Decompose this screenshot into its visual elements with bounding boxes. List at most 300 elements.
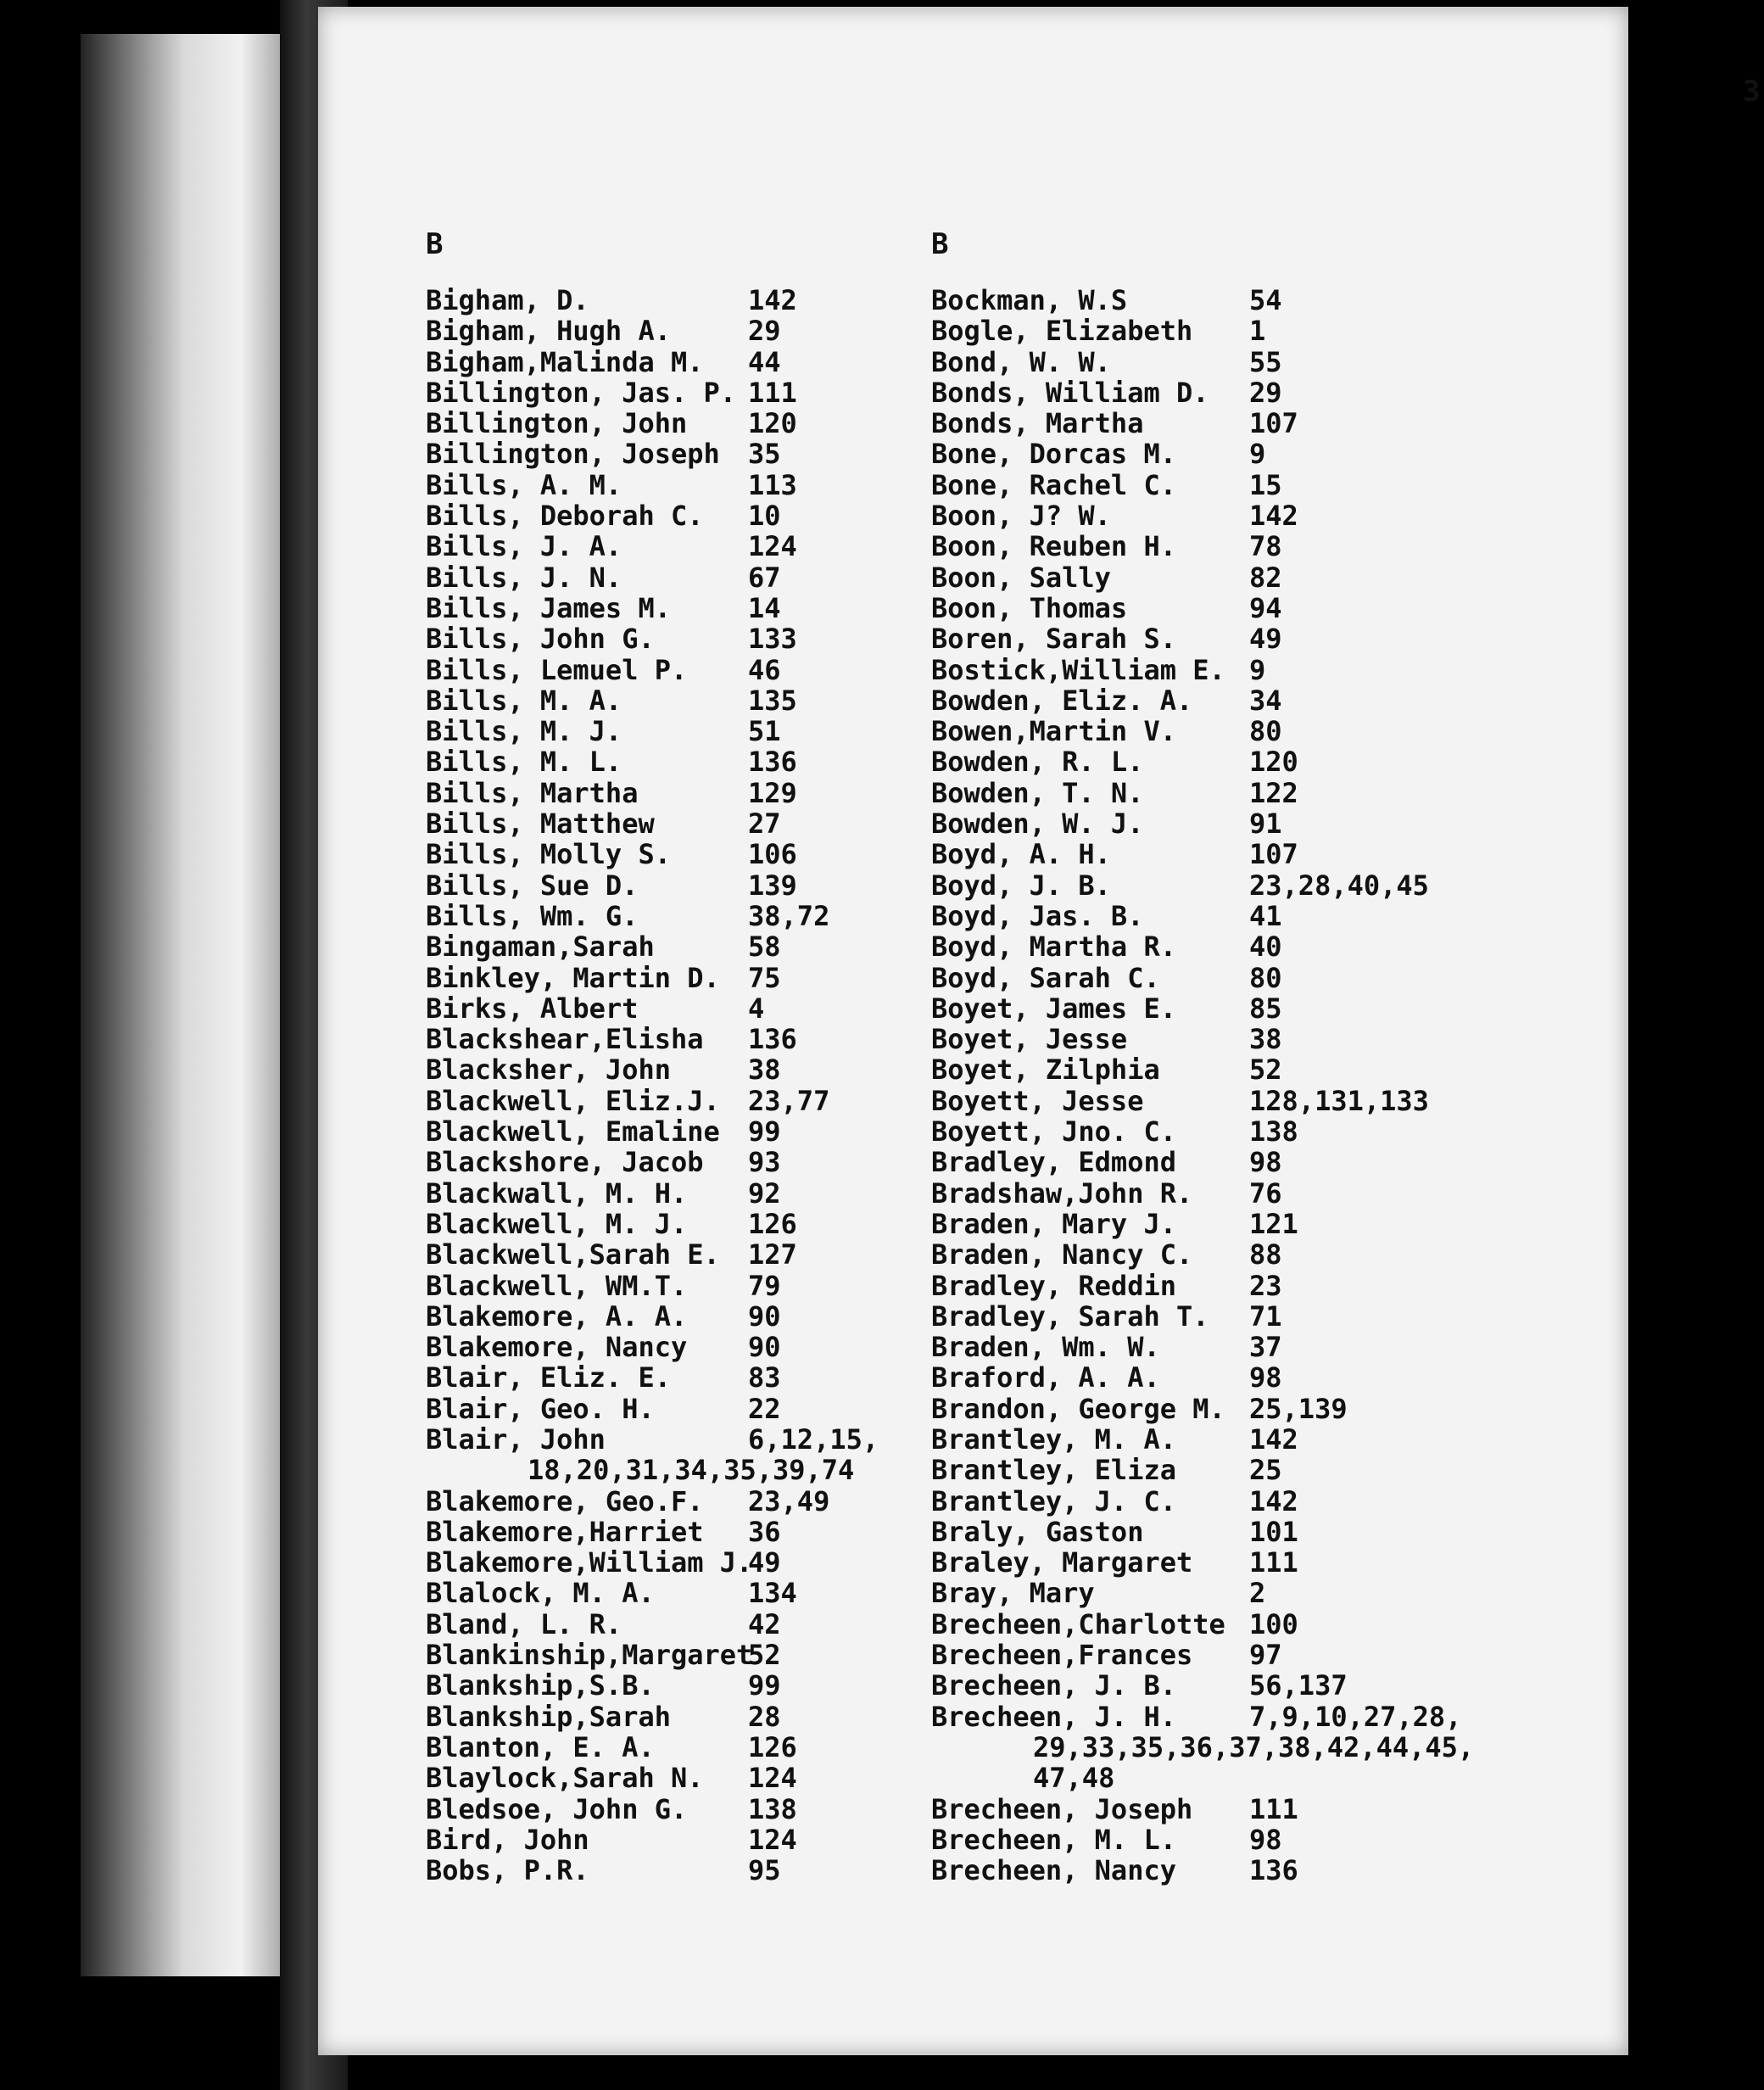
index-entry — [931, 438, 1491, 471]
entry-name: Bills, A. M. — [426, 468, 622, 501]
index-entry — [931, 962, 1491, 992]
entry-name: Blakemore,William J. — [426, 1546, 753, 1579]
entry-name: Binkley, Martin D. — [426, 961, 720, 994]
index-entry — [426, 1516, 985, 1546]
facing-page-bleedthrough — [81, 34, 310, 1976]
entry-page-refs: 128,131,133 — [1249, 1084, 1429, 1117]
entry-name: Boyett, Jno. C. — [931, 1115, 1176, 1148]
entry-page-refs: 40 — [1249, 930, 1282, 964]
index-entry — [426, 992, 985, 1023]
index-entry — [426, 1361, 985, 1392]
entry-page-refs: 138 — [748, 1792, 797, 1825]
right-index-column — [931, 284, 1491, 1885]
entry-name: Bland, L. R. — [426, 1607, 622, 1640]
left-column-letter: B — [426, 227, 444, 261]
entry-name: Braly, Gaston — [931, 1515, 1144, 1548]
index-entry — [931, 562, 1491, 592]
index-entry — [931, 1577, 1491, 1610]
index-entry — [931, 1824, 1491, 1854]
index-entry — [426, 530, 985, 561]
index-entry — [931, 407, 1491, 438]
entry-name: Bond, W. W. — [931, 345, 1111, 378]
index-entry — [426, 1331, 985, 1364]
entry-page-refs: 15 — [1249, 468, 1282, 501]
index-entry — [931, 377, 1491, 407]
entry-page-refs: 139 — [748, 869, 797, 902]
entry-page-refs: 107 — [1249, 838, 1298, 871]
entry-name: Brantley, M. A. — [931, 1422, 1176, 1456]
index-entry — [931, 284, 1491, 315]
entry-name: Bills, J. N. — [426, 561, 622, 594]
entry-name: Blair, John — [426, 1422, 606, 1456]
entry-name: Bowden, Eliz. A. — [931, 684, 1193, 717]
entry-page-refs: 111 — [1249, 1792, 1298, 1825]
index-entry — [426, 438, 985, 471]
entry-name: Bradley, Sarah T. — [931, 1299, 1209, 1333]
entry-page-refs: 97 — [1249, 1639, 1282, 1672]
entry-name: Blanton, E. A. — [426, 1730, 655, 1763]
index-entry — [426, 592, 985, 623]
entry-name: Blackwell,Sarah E. — [426, 1238, 720, 1271]
entry-page-refs: 1 — [1249, 315, 1266, 348]
entry-name: Blacksher, John — [426, 1053, 671, 1087]
entry-page-refs: 142 — [1249, 500, 1298, 533]
entry-name: Brantley, Eliza — [931, 1454, 1176, 1487]
entry-name: Blakemore, Nancy — [426, 1331, 688, 1364]
entry-name: 18,20,31,34,35,39,74 — [528, 1454, 855, 1487]
entry-name: Bills, James M. — [426, 591, 671, 624]
index-entry — [426, 869, 985, 900]
index-entry — [426, 1546, 985, 1577]
index-entry — [931, 1393, 1491, 1423]
entry-page-refs: 83 — [748, 1361, 781, 1394]
index-entry — [426, 746, 985, 779]
entry-page-refs: 38,72 — [748, 899, 830, 932]
entry-name: 47,48 — [1033, 1762, 1115, 1795]
index-entry — [931, 1238, 1491, 1269]
entry-page-refs: 38 — [1249, 1023, 1282, 1056]
entry-page-refs: 90 — [748, 1331, 781, 1364]
index-entry — [426, 1146, 985, 1179]
entry-page-refs: 23,77 — [748, 1084, 830, 1117]
entry-page-refs: 121 — [1249, 1207, 1298, 1240]
index-entry — [931, 623, 1491, 656]
index-entry — [426, 407, 985, 438]
entry-page-refs: 129 — [748, 776, 797, 809]
index-entry — [426, 1577, 985, 1610]
index-entry — [931, 1701, 1491, 1731]
index-entry — [931, 469, 1491, 500]
entry-page-refs: 2 — [1249, 1577, 1266, 1610]
entry-name: Bills, Wm. G. — [426, 899, 639, 932]
entry-page-refs: 75 — [748, 961, 781, 994]
entry-name: Braford, A. A. — [931, 1361, 1160, 1394]
entry-page-refs: 44 — [748, 345, 781, 378]
entry-name: Bostick,William E. — [931, 653, 1225, 686]
index-entry — [426, 685, 985, 715]
entry-name: Boyd, Jas. B. — [931, 899, 1144, 932]
entry-page-refs: 142 — [1249, 1422, 1298, 1456]
index-entry — [426, 1270, 985, 1300]
index-entry — [931, 530, 1491, 561]
entry-page-refs: 124 — [748, 530, 797, 563]
entry-page-refs: 124 — [748, 1762, 797, 1795]
index-entry — [931, 592, 1491, 623]
index-entry — [931, 346, 1491, 377]
index-entry — [426, 1238, 985, 1269]
entry-name: Bills, Martha — [426, 776, 639, 809]
index-entry — [931, 1546, 1491, 1577]
entry-page-refs: 101 — [1249, 1515, 1298, 1548]
index-entry — [426, 1085, 985, 1115]
entry-name: Billington, Jas. P. — [426, 376, 737, 409]
entry-name: Brecheen, Joseph — [931, 1792, 1193, 1825]
entry-name: Bills, J. A. — [426, 530, 622, 563]
index-entry — [426, 654, 985, 685]
entry-name: Blaylock,Sarah N. — [426, 1762, 704, 1795]
entry-name: Bigham,Malinda M. — [426, 345, 704, 378]
entry-name: Boyd, A. H. — [931, 838, 1111, 871]
entry-name: Bockman, W.S — [931, 284, 1128, 316]
left-index-column — [426, 284, 985, 1885]
index-entry — [426, 1300, 985, 1331]
entry-page-refs: 4 — [748, 992, 765, 1025]
entry-name: Bills, Matthew — [426, 808, 655, 841]
entry-name: Blakemore,Harriet — [426, 1515, 704, 1548]
index-entry — [931, 1053, 1491, 1087]
entry-page-refs: 49 — [748, 1546, 781, 1579]
entry-page-refs: 58 — [748, 930, 781, 964]
entry-page-refs: 9 — [1249, 438, 1266, 471]
entry-name: Bradley, Reddin — [931, 1269, 1176, 1302]
entry-name: Blalock, M. A. — [426, 1577, 655, 1610]
index-entry — [931, 1854, 1491, 1885]
entry-page-refs: 23,49 — [748, 1484, 830, 1517]
index-entry — [426, 469, 985, 500]
index-entry — [931, 715, 1491, 746]
entry-page-refs: 52 — [748, 1639, 781, 1672]
entry-page-refs: 67 — [748, 561, 781, 594]
entry-page-refs: 120 — [748, 407, 797, 440]
entry-page-refs: 142 — [1249, 1484, 1298, 1517]
entry-page-refs: 9 — [1249, 653, 1266, 686]
index-entry — [426, 962, 985, 992]
entry-page-refs: 82 — [1249, 561, 1282, 594]
entry-page-refs: 71 — [1249, 1299, 1282, 1333]
index-entry — [931, 500, 1491, 533]
entry-page-refs: 25 — [1249, 1454, 1282, 1487]
entry-name: Bonds, William D. — [931, 376, 1209, 409]
index-entry — [931, 1485, 1491, 1516]
index-entry — [426, 1485, 985, 1516]
entry-page-refs: 51 — [748, 715, 781, 748]
index-entry — [931, 1516, 1491, 1546]
entry-page-refs: 107 — [1249, 407, 1298, 440]
entry-name: Bone, Rachel C. — [931, 468, 1176, 501]
index-entry — [931, 685, 1491, 715]
entry-page-refs: 34 — [1249, 684, 1282, 717]
entry-name: Bone, Dorcas M. — [931, 438, 1176, 471]
entry-name: Bowen,Martin V. — [931, 715, 1176, 748]
index-entry — [426, 562, 985, 592]
index-entry — [931, 808, 1491, 841]
entry-page-refs: 126 — [748, 1730, 797, 1763]
entry-page-refs: 99 — [748, 1669, 781, 1702]
entry-page-refs: 100 — [1249, 1607, 1298, 1640]
entry-name: Bobs, P.R. — [426, 1854, 589, 1887]
entry-page-refs: 133 — [748, 623, 797, 656]
entry-name: Boren, Sarah S. — [931, 623, 1176, 656]
entry-page-refs: 136 — [1249, 1854, 1298, 1887]
entry-page-refs: 85 — [1249, 992, 1282, 1025]
index-entry — [426, 1393, 985, 1423]
index-entry — [931, 1085, 1491, 1115]
entry-page-refs: 136 — [748, 746, 797, 779]
entry-name: Boon, Reuben H. — [931, 530, 1176, 563]
entry-page-refs: 37 — [1249, 1331, 1282, 1364]
entry-name: Braden, Mary J. — [931, 1207, 1176, 1240]
entry-page-refs: 90 — [748, 1299, 781, 1333]
entry-name: Brecheen,Frances — [931, 1639, 1193, 1672]
entry-page-refs: 95 — [748, 1854, 781, 1887]
index-entry — [426, 1762, 985, 1795]
entry-page-refs: 135 — [748, 684, 797, 717]
entry-name: Blankship,Sarah — [426, 1700, 671, 1733]
entry-page-refs: 38 — [748, 1053, 781, 1087]
entry-name: Blackshear,Elisha — [426, 1023, 704, 1056]
entry-name: Blackwall, M. H. — [426, 1176, 688, 1210]
entry-page-refs: 113 — [748, 468, 797, 501]
entry-page-refs: 41 — [1249, 899, 1282, 932]
index-entry — [931, 1300, 1491, 1331]
index-entry — [426, 1177, 985, 1208]
index-entry — [931, 1731, 1491, 1762]
entry-page-refs: 93 — [748, 1146, 781, 1179]
entry-name: Blair, Geo. H. — [426, 1392, 655, 1425]
index-entry — [426, 900, 985, 930]
index-entry — [426, 1115, 985, 1146]
index-entry — [426, 1701, 985, 1731]
entry-page-refs: 54 — [1249, 284, 1282, 316]
entry-page-refs: 98 — [1249, 1146, 1282, 1179]
index-entry — [931, 1208, 1491, 1238]
index-entry — [426, 1053, 985, 1087]
entry-page-refs: 120 — [1249, 746, 1298, 779]
entry-name: Bills, Molly S. — [426, 838, 671, 871]
index-entry — [426, 715, 985, 746]
entry-page-refs: 111 — [748, 376, 797, 409]
entry-page-refs: 6,12,15, — [748, 1422, 879, 1456]
entry-page-refs: 10 — [748, 500, 781, 533]
entry-name: Boyet, Zilphia — [931, 1053, 1160, 1087]
index-entry — [426, 1793, 985, 1824]
entry-name: Boyet, Jesse — [931, 1023, 1128, 1056]
entry-name: Bradley, Edmond — [931, 1146, 1176, 1179]
index-entry — [426, 1824, 985, 1854]
entry-page-refs: 29 — [1249, 376, 1282, 409]
index-entry — [426, 284, 985, 315]
index-entry — [426, 346, 985, 377]
entry-page-refs: 88 — [1249, 1238, 1282, 1271]
entry-name: Bills, Sue D. — [426, 869, 639, 902]
index-entry — [426, 1423, 985, 1454]
entry-page-refs: 122 — [1249, 776, 1298, 809]
index-entry — [426, 500, 985, 533]
index-entry — [426, 1023, 985, 1056]
index-entry — [931, 1762, 1491, 1795]
entry-name: Brecheen, J. H. — [931, 1700, 1176, 1733]
entry-page-refs: 36 — [748, 1515, 781, 1548]
entry-name: Brandon, George M. — [931, 1392, 1225, 1425]
entry-page-refs: 138 — [1249, 1115, 1298, 1148]
index-entry — [931, 315, 1491, 348]
index-entry — [426, 315, 985, 348]
entry-page-refs: 79 — [748, 1269, 781, 1302]
entry-page-refs: 7,9,10,27,28, — [1249, 1700, 1462, 1733]
entry-page-refs: 136 — [748, 1023, 797, 1056]
entry-name: Blankinship,Margaret — [426, 1639, 753, 1672]
entry-name: Bowden, R. L. — [931, 746, 1144, 779]
entry-page-refs: 99 — [748, 1115, 781, 1148]
entry-name: Birks, Albert — [426, 992, 639, 1025]
entry-name: Blakemore, Geo.F. — [426, 1484, 704, 1517]
index-entry — [931, 1270, 1491, 1300]
entry-name: Brecheen, J. B. — [931, 1669, 1176, 1702]
entry-name: Blackwell, Eliz.J. — [426, 1084, 720, 1117]
entry-page-refs: 14 — [748, 591, 781, 624]
index-entry — [931, 1454, 1491, 1487]
entry-name: Brantley, J. C. — [931, 1484, 1176, 1517]
index-entry — [426, 777, 985, 808]
entry-page-refs: 92 — [748, 1176, 781, 1210]
index-entry — [931, 1023, 1491, 1056]
page-number: 3 — [1743, 75, 1761, 109]
index-entry — [426, 1639, 985, 1672]
entry-page-refs: 124 — [748, 1823, 797, 1856]
entry-name: Billington, John — [426, 407, 688, 440]
index-entry — [931, 1639, 1491, 1672]
entry-name: Boyd, J. B. — [931, 869, 1111, 902]
entry-name: Boyd, Martha R. — [931, 930, 1176, 964]
index-entry — [426, 930, 985, 964]
index-entry — [931, 1793, 1491, 1824]
entry-name: Bigham, Hugh A. — [426, 315, 671, 348]
entry-page-refs: 23 — [1249, 1269, 1282, 1302]
entry-page-refs: 29 — [748, 315, 781, 348]
index-entry — [426, 1731, 985, 1762]
entry-page-refs: 142 — [748, 284, 797, 316]
index-entry — [931, 1331, 1491, 1364]
entry-page-refs: 35 — [748, 438, 781, 471]
index-entry — [931, 838, 1491, 869]
index-entry — [426, 838, 985, 869]
entry-page-refs: 28 — [748, 1700, 781, 1733]
entry-name: Bills, John G. — [426, 623, 655, 656]
entry-name: Boyett, Jesse — [931, 1084, 1144, 1117]
index-entry — [931, 1361, 1491, 1392]
entry-page-refs: 49 — [1249, 623, 1282, 656]
entry-page-refs: 126 — [748, 1207, 797, 1240]
entry-name: Bills, Deborah C. — [426, 500, 704, 533]
entry-page-refs: 56,137 — [1249, 1669, 1348, 1702]
entry-page-refs: 52 — [1249, 1053, 1282, 1087]
entry-page-refs: 91 — [1249, 808, 1282, 841]
entry-name: Braley, Margaret — [931, 1546, 1193, 1579]
entry-name: Bills, M. A. — [426, 684, 622, 717]
entry-name: Brecheen, Nancy — [931, 1854, 1176, 1887]
entry-name: Bray, Mary — [931, 1577, 1095, 1610]
entry-page-refs: 111 — [1249, 1546, 1298, 1579]
entry-name: Bills, Lemuel P. — [426, 653, 688, 686]
entry-page-refs: 25,139 — [1249, 1392, 1348, 1425]
entry-page-refs: 23,28,40,45 — [1249, 869, 1429, 902]
index-entry — [931, 1115, 1491, 1146]
entry-name: Blackwell, Emaline — [426, 1115, 720, 1148]
index-entry — [426, 1608, 985, 1639]
entry-name: Bowden, W. J. — [931, 808, 1144, 841]
entry-name: Blair, Eliz. E. — [426, 1361, 671, 1394]
entry-page-refs: 98 — [1249, 1361, 1282, 1394]
index-entry — [426, 808, 985, 841]
index-entry — [931, 777, 1491, 808]
entry-name: Braden, Nancy C. — [931, 1238, 1193, 1271]
index-entry — [426, 1669, 985, 1700]
entry-name: Bledsoe, John G. — [426, 1792, 688, 1825]
index-entry — [931, 746, 1491, 779]
index-entry — [931, 869, 1491, 900]
entry-page-refs: 106 — [748, 838, 797, 871]
index-entry — [426, 1454, 985, 1487]
entry-name: Boon, Thomas — [931, 591, 1128, 624]
entry-name: Bowden, T. N. — [931, 776, 1144, 809]
entry-name: Blakemore, A. A. — [426, 1299, 688, 1333]
right-column-letter: B — [931, 227, 949, 261]
entry-name: Billington, Joseph — [426, 438, 720, 471]
entry-page-refs: 127 — [748, 1238, 797, 1271]
entry-page-refs: 22 — [748, 1392, 781, 1425]
entry-name: Blackwell, M. J. — [426, 1207, 688, 1240]
index-entry — [426, 623, 985, 656]
entry-page-refs: 78 — [1249, 530, 1282, 563]
entry-name: Brecheen, M. L. — [931, 1823, 1176, 1856]
index-entry — [931, 1608, 1491, 1639]
entry-name: Boon, Sally — [931, 561, 1111, 594]
entry-name: Blackshore, Jacob — [426, 1146, 704, 1179]
entry-name: Bogle, Elizabeth — [931, 315, 1193, 348]
index-entry — [426, 1208, 985, 1238]
entry-name: Brecheen,Charlotte — [931, 1607, 1225, 1640]
facing-page-ghost-text — [81, 34, 310, 1976]
index-entry — [931, 930, 1491, 964]
entry-page-refs: 27 — [748, 808, 781, 841]
entry-name: Bird, John — [426, 1823, 589, 1856]
index-entry — [931, 1669, 1491, 1700]
entry-name: Boyet, James E. — [931, 992, 1176, 1025]
index-entry — [931, 1146, 1491, 1179]
entry-page-refs: 80 — [1249, 715, 1282, 748]
entry-name: Bonds, Martha — [931, 407, 1144, 440]
index-entry — [931, 654, 1491, 685]
entry-page-refs: 55 — [1249, 345, 1282, 378]
entry-name: Bigham, D. — [426, 284, 589, 316]
entry-name: 29,33,35,36,37,38,42,44,45, — [1033, 1730, 1475, 1763]
index-entry — [931, 1423, 1491, 1454]
entry-name: Bills, M. J. — [426, 715, 622, 748]
index-entry — [931, 1177, 1491, 1208]
entry-page-refs: 94 — [1249, 591, 1282, 624]
entry-page-refs: 98 — [1249, 1823, 1282, 1856]
entry-name: Blackwell, WM.T. — [426, 1269, 688, 1302]
